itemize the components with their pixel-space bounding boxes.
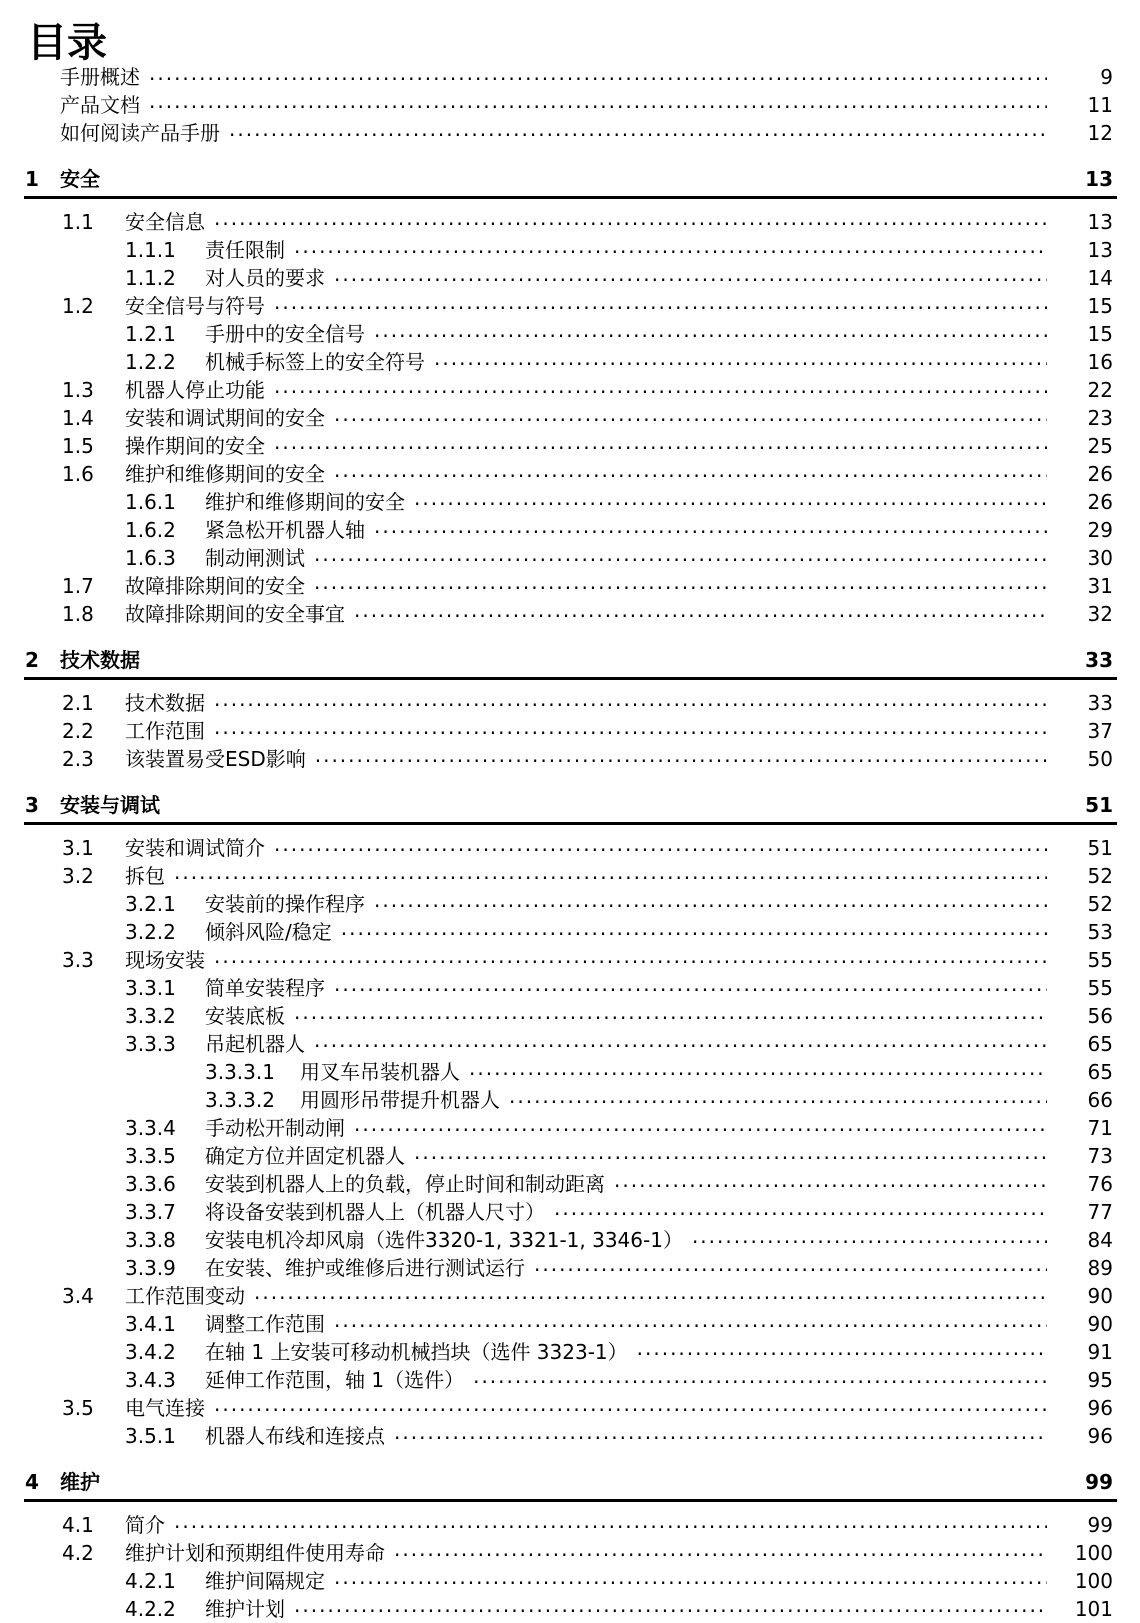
toc-entry-label: 简单安装程序 bbox=[205, 976, 325, 1000]
toc-entry-page-number: 25 bbox=[1087, 434, 1113, 458]
toc-section-item[interactable] bbox=[25, 236, 1113, 264]
toc-section-item[interactable] bbox=[25, 292, 1113, 320]
toc-entry-page-number: 100 bbox=[1074, 1569, 1113, 1593]
toc-entry-label: 故障排除期间的安全事宜 bbox=[125, 602, 345, 626]
toc-entry-page-number: 99 bbox=[1085, 1470, 1113, 1494]
dot-leader bbox=[374, 517, 1047, 537]
toc-entry-label: 安装底板 bbox=[205, 1004, 285, 1028]
toc-section-item[interactable] bbox=[25, 1086, 1113, 1114]
toc-entry-number: 3.3.9 bbox=[125, 1256, 176, 1280]
toc-section-item[interactable] bbox=[25, 974, 1113, 1002]
toc-section-item[interactable] bbox=[25, 1394, 1113, 1422]
toc-entry-page-number: 13 bbox=[1087, 210, 1113, 234]
toc-entry-number: 3.3.3.1 bbox=[205, 1060, 275, 1084]
toc-entry-page-number: 90 bbox=[1087, 1312, 1113, 1336]
toc-entry-page-number: 96 bbox=[1087, 1396, 1113, 1420]
toc-section-item[interactable] bbox=[25, 1567, 1113, 1595]
toc-entry-page-number: 77 bbox=[1087, 1200, 1113, 1224]
toc-entry-label: 维护间隔规定 bbox=[205, 1569, 325, 1593]
toc-entry-label: 手册中的安全信号 bbox=[205, 322, 365, 346]
toc-entry-page-number: 26 bbox=[1087, 490, 1113, 514]
dot-leader bbox=[334, 461, 1047, 481]
toc-section-item[interactable] bbox=[25, 1282, 1113, 1310]
toc-section-item[interactable] bbox=[25, 1170, 1113, 1198]
dot-leader bbox=[214, 947, 1047, 967]
toc-entry-label: 维护和维修期间的安全 bbox=[205, 490, 405, 514]
dot-leader bbox=[334, 405, 1047, 425]
dot-leader bbox=[354, 1115, 1047, 1135]
toc-entry-number: 3 bbox=[25, 793, 39, 817]
toc-entry-page-number: 56 bbox=[1087, 1004, 1113, 1028]
toc-entry-label: 该装置易受ESD影响 bbox=[125, 747, 306, 771]
toc-entry-number: 4.2.2 bbox=[125, 1597, 176, 1621]
dot-leader bbox=[692, 1227, 1047, 1247]
toc-entry-label: 机械手标签上的安全符号 bbox=[205, 350, 425, 374]
toc-entry-number: 1.6.2 bbox=[125, 518, 176, 542]
toc-entry-label: 用圆形吊带提升机器人 bbox=[300, 1088, 500, 1112]
toc-entry-page-number: 71 bbox=[1087, 1116, 1113, 1140]
toc-entry-page-number: 66 bbox=[1087, 1088, 1113, 1112]
toc-section-item[interactable] bbox=[25, 890, 1113, 918]
toc-section-item[interactable] bbox=[25, 918, 1113, 946]
toc-entry-page-number: 16 bbox=[1087, 350, 1113, 374]
toc-section-item[interactable] bbox=[25, 376, 1113, 404]
toc-section-item[interactable] bbox=[25, 1310, 1113, 1338]
toc-entry-label: 对人员的要求 bbox=[205, 266, 325, 290]
toc-entry-number: 1.3 bbox=[62, 378, 94, 402]
toc-section-item[interactable] bbox=[25, 1254, 1113, 1282]
dot-leader bbox=[394, 1540, 1047, 1560]
toc-entry-page-number: 100 bbox=[1074, 1541, 1113, 1565]
toc-entry-label: 操作期间的安全 bbox=[125, 434, 265, 458]
dot-leader bbox=[334, 265, 1047, 285]
toc-entry-number: 2.1 bbox=[62, 691, 94, 715]
toc-entry-label: 延伸工作范围，轴 1（选件） bbox=[205, 1368, 465, 1392]
toc-front-matter-item[interactable] bbox=[25, 91, 1113, 119]
toc-entry-label: 手册概述 bbox=[60, 65, 140, 89]
toc-section-item[interactable] bbox=[25, 1114, 1113, 1142]
toc-entry-page-number: 89 bbox=[1087, 1256, 1113, 1280]
toc-entry-page-number: 23 bbox=[1087, 406, 1113, 430]
toc-entry-number: 1.5 bbox=[62, 434, 94, 458]
toc-entry-page-number: 73 bbox=[1087, 1144, 1113, 1168]
toc-section-item[interactable] bbox=[25, 1058, 1113, 1086]
toc-entry-page-number: 50 bbox=[1087, 747, 1113, 771]
toc-entry-page-number: 51 bbox=[1085, 793, 1113, 817]
dot-leader bbox=[637, 1339, 1047, 1359]
dot-leader bbox=[214, 209, 1047, 229]
dot-leader bbox=[614, 1171, 1047, 1191]
toc-section-item[interactable] bbox=[25, 1511, 1113, 1539]
toc-chapter-heading[interactable] bbox=[25, 646, 1113, 674]
toc-entry-page-number: 55 bbox=[1087, 948, 1113, 972]
toc-entry-page-number: 14 bbox=[1087, 266, 1113, 290]
toc-entry-label: 拆包 bbox=[125, 864, 165, 888]
toc-entry-number: 1.2.2 bbox=[125, 350, 176, 374]
toc-entry-page-number: 9 bbox=[1100, 65, 1113, 89]
page-title: 目录 bbox=[27, 20, 107, 66]
toc-section-item[interactable] bbox=[25, 1338, 1113, 1366]
toc-front-matter-item[interactable] bbox=[25, 63, 1113, 91]
toc-entry-label: 机器人布线和连接点 bbox=[205, 1424, 385, 1448]
toc-entry-number: 3.3.1 bbox=[125, 976, 176, 1000]
toc-entry-number: 1.7 bbox=[62, 574, 94, 598]
toc-entry-page-number: 33 bbox=[1087, 691, 1113, 715]
toc-entry-label: 技术数据 bbox=[60, 648, 140, 672]
toc-section-item[interactable] bbox=[25, 1198, 1113, 1226]
toc-entry-number: 1.6.3 bbox=[125, 546, 176, 570]
toc-entry-number: 3.4.1 bbox=[125, 1312, 176, 1336]
dot-leader bbox=[315, 746, 1047, 766]
toc-entry-page-number: 96 bbox=[1087, 1424, 1113, 1448]
toc-entry-page-number: 32 bbox=[1087, 602, 1113, 626]
chapter-divider-rule bbox=[24, 196, 1117, 199]
toc-section-item[interactable] bbox=[25, 404, 1113, 432]
toc-entry-label: 维护 bbox=[60, 1470, 100, 1494]
toc-entry-page-number: 65 bbox=[1087, 1032, 1113, 1056]
toc-section-item[interactable] bbox=[25, 208, 1113, 236]
toc-entry-number: 1.2 bbox=[62, 294, 94, 318]
toc-section-item[interactable] bbox=[25, 1539, 1113, 1567]
toc-entry-label: 机器人停止功能 bbox=[125, 378, 265, 402]
chapters-group bbox=[0, 165, 1140, 1623]
dot-leader bbox=[294, 237, 1047, 257]
toc-section-item[interactable] bbox=[25, 516, 1113, 544]
toc-section-item[interactable] bbox=[25, 1595, 1113, 1623]
toc-entry-number: 4.1 bbox=[62, 1513, 94, 1537]
toc-section-item[interactable] bbox=[25, 1142, 1113, 1170]
toc-entry-number: 3.3.3.2 bbox=[205, 1088, 275, 1112]
dot-leader bbox=[334, 975, 1047, 995]
toc-entry-number: 3.5.1 bbox=[125, 1424, 176, 1448]
toc-entry-page-number: 84 bbox=[1087, 1228, 1113, 1252]
toc-entry-number: 3.3.7 bbox=[125, 1200, 176, 1224]
toc-front-matter-item[interactable] bbox=[25, 119, 1113, 147]
dot-leader bbox=[314, 573, 1047, 593]
toc-chapter-heading[interactable] bbox=[25, 165, 1113, 193]
toc-section-item[interactable] bbox=[25, 320, 1113, 348]
dot-leader bbox=[354, 601, 1047, 621]
chapter-divider-rule bbox=[24, 1499, 1117, 1502]
toc-entry-label: 在安装、维护或维修后进行测试运行 bbox=[205, 1256, 525, 1280]
toc-section-item[interactable] bbox=[25, 600, 1113, 628]
chapter-divider-rule bbox=[24, 677, 1117, 680]
toc-section-item[interactable] bbox=[25, 432, 1113, 460]
toc-entry-page-number: 33 bbox=[1085, 648, 1113, 672]
dot-leader bbox=[314, 1031, 1047, 1051]
toc-entry-label: 确定方位并固定机器人 bbox=[205, 1144, 405, 1168]
toc-entry-number: 2.3 bbox=[62, 747, 94, 771]
toc-entry-number: 3.3 bbox=[62, 948, 94, 972]
dot-leader bbox=[254, 1283, 1047, 1303]
dot-leader bbox=[374, 891, 1047, 911]
dot-leader bbox=[434, 349, 1047, 369]
dot-leader bbox=[534, 1255, 1047, 1275]
toc-entry-label: 工作范围 bbox=[125, 719, 205, 743]
toc-entry-label: 工作范围变动 bbox=[125, 1284, 245, 1308]
toc-entry-label: 电气连接 bbox=[125, 1396, 205, 1420]
toc-entry-page-number: 29 bbox=[1087, 518, 1113, 542]
toc-entry-page-number: 101 bbox=[1074, 1597, 1113, 1621]
toc-entry-label: 责任限制 bbox=[205, 238, 285, 262]
toc-entry-page-number: 65 bbox=[1087, 1060, 1113, 1084]
dot-leader bbox=[374, 321, 1047, 341]
toc-entry-label: 故障排除期间的安全 bbox=[125, 574, 305, 598]
toc-section-item[interactable] bbox=[25, 946, 1113, 974]
toc-entry-number: 3.5 bbox=[62, 1396, 94, 1420]
dot-leader bbox=[554, 1199, 1047, 1219]
toc-entry-label: 安装到机器人上的负载，停止时间和制动距离 bbox=[205, 1172, 605, 1196]
dot-leader bbox=[149, 64, 1047, 84]
dot-leader bbox=[294, 1596, 1047, 1616]
toc-entry-page-number: 22 bbox=[1087, 378, 1113, 402]
toc-entry-page-number: 12 bbox=[1087, 121, 1113, 145]
toc-entry-number: 3.4.2 bbox=[125, 1340, 176, 1364]
toc-entry-label: 安装前的操作程序 bbox=[205, 892, 365, 916]
toc-entry-page-number: 13 bbox=[1087, 238, 1113, 262]
toc-entry-label: 安装与调试 bbox=[60, 793, 160, 817]
toc-entry-number: 1.6 bbox=[62, 462, 94, 486]
toc-section-item[interactable] bbox=[25, 1002, 1113, 1030]
dot-leader bbox=[469, 1059, 1047, 1079]
toc-entry-number: 3.2.2 bbox=[125, 920, 176, 944]
toc-entry-page-number: 52 bbox=[1087, 864, 1113, 888]
toc-section-item[interactable] bbox=[25, 572, 1113, 600]
toc-entry-label: 紧急松开机器人轴 bbox=[205, 518, 365, 542]
toc-section-item[interactable] bbox=[25, 717, 1113, 745]
toc-entry-page-number: 30 bbox=[1087, 546, 1113, 570]
toc-entry-number: 1.2.1 bbox=[125, 322, 176, 346]
toc-entry-page-number: 76 bbox=[1087, 1172, 1113, 1196]
dot-leader bbox=[174, 863, 1047, 883]
dot-leader bbox=[214, 690, 1047, 710]
toc-section-item[interactable] bbox=[25, 1226, 1113, 1254]
dot-leader bbox=[174, 1512, 1047, 1532]
toc-section-item[interactable] bbox=[25, 348, 1113, 376]
dot-leader bbox=[473, 1367, 1047, 1387]
toc-entry-page-number: 95 bbox=[1087, 1368, 1113, 1392]
toc-entry-label: 将设备安装到机器人上（机器人尺寸） bbox=[205, 1200, 545, 1224]
toc-section-item[interactable] bbox=[25, 1366, 1113, 1394]
toc-chapter-heading[interactable] bbox=[25, 791, 1113, 819]
toc-entry-label: 维护和维修期间的安全 bbox=[125, 462, 325, 486]
toc-entry-page-number: 15 bbox=[1087, 294, 1113, 318]
toc-entry-label: 维护计划和预期组件使用寿命 bbox=[125, 1541, 385, 1565]
toc-section-item[interactable] bbox=[25, 689, 1113, 717]
toc-section-item[interactable] bbox=[25, 834, 1113, 862]
toc-entry-page-number: 99 bbox=[1087, 1513, 1113, 1537]
front-matter-group bbox=[0, 63, 1140, 147]
toc-entry-page-number: 91 bbox=[1087, 1340, 1113, 1364]
toc-entry-number: 1.1.1 bbox=[125, 238, 176, 262]
toc-entry-number: 3.3.5 bbox=[125, 1144, 176, 1168]
toc-section-item[interactable] bbox=[25, 745, 1113, 773]
toc-entry-number: 4 bbox=[25, 1470, 39, 1494]
toc-entry-label: 安全信息 bbox=[125, 210, 205, 234]
toc-entry-page-number: 55 bbox=[1087, 976, 1113, 1000]
toc-entry-label: 调整工作范围 bbox=[205, 1312, 325, 1336]
toc-entry-label: 安装和调试简介 bbox=[125, 836, 265, 860]
toc-entry-label: 在轴 1 上安装可移动机械挡块（选件 3323-1） bbox=[205, 1340, 628, 1364]
toc-entry-number: 3.3.4 bbox=[125, 1116, 176, 1140]
dot-leader bbox=[274, 377, 1047, 397]
toc-section-item[interactable] bbox=[25, 488, 1113, 516]
toc-entry-label: 用叉车吊装机器人 bbox=[300, 1060, 460, 1084]
toc-entry-label: 安装电机冷却风扇（选件3320-1, 3321-1, 3346-1） bbox=[205, 1228, 683, 1252]
dot-leader bbox=[214, 1395, 1047, 1415]
toc-entry-number: 3.4 bbox=[62, 1284, 94, 1308]
toc-entry-page-number: 26 bbox=[1087, 462, 1113, 486]
toc-entry-number: 4.2 bbox=[62, 1541, 94, 1565]
toc-entry-number: 3.3.3 bbox=[125, 1032, 176, 1056]
toc-entry-number: 3.3.2 bbox=[125, 1004, 176, 1028]
toc-entry-label: 安全 bbox=[60, 167, 100, 191]
dot-leader bbox=[334, 1311, 1047, 1331]
toc-entry-page-number: 37 bbox=[1087, 719, 1113, 743]
dot-leader bbox=[341, 919, 1047, 939]
dot-leader bbox=[509, 1087, 1047, 1107]
toc-entry-number: 1 bbox=[25, 167, 39, 191]
chapter-divider-rule bbox=[24, 822, 1117, 825]
toc-entry-number: 3.3.6 bbox=[125, 1172, 176, 1196]
toc-entry-page-number: 15 bbox=[1087, 322, 1113, 346]
toc-section-item[interactable] bbox=[25, 1422, 1113, 1450]
toc-entry-number: 3.1 bbox=[62, 836, 94, 860]
dot-leader bbox=[414, 489, 1047, 509]
toc-entry-label: 吊起机器人 bbox=[205, 1032, 305, 1056]
toc-entry-number: 1.1.2 bbox=[125, 266, 176, 290]
toc-entry-number: 1.4 bbox=[62, 406, 94, 430]
toc-entry-page-number: 90 bbox=[1087, 1284, 1113, 1308]
toc-entry-number: 2 bbox=[25, 648, 39, 672]
toc-entry-number: 3.3.8 bbox=[125, 1228, 176, 1252]
toc-entry-label: 手动松开制动闸 bbox=[205, 1116, 345, 1140]
toc-entry-label: 倾斜风险/稳定 bbox=[205, 920, 332, 944]
toc-entry-number: 3.4.3 bbox=[125, 1368, 176, 1392]
toc-section-item[interactable] bbox=[25, 1030, 1113, 1058]
toc-entry-number: 3.2.1 bbox=[125, 892, 176, 916]
table-of-contents bbox=[0, 63, 1140, 1623]
dot-leader bbox=[274, 293, 1047, 313]
toc-section-item[interactable] bbox=[25, 862, 1113, 890]
toc-entry-label: 制动闸测试 bbox=[205, 546, 305, 570]
toc-entry-number: 1.1 bbox=[62, 210, 94, 234]
dot-leader bbox=[394, 1423, 1047, 1443]
toc-entry-label: 安全信号与符号 bbox=[125, 294, 265, 318]
toc-entry-page-number: 11 bbox=[1087, 93, 1113, 117]
toc-entry-page-number: 13 bbox=[1085, 167, 1113, 191]
toc-entry-page-number: 53 bbox=[1087, 920, 1113, 944]
toc-entry-label: 如何阅读产品手册 bbox=[60, 121, 220, 145]
dot-leader bbox=[314, 545, 1047, 565]
toc-entry-label: 维护计划 bbox=[205, 1597, 285, 1621]
dot-leader bbox=[414, 1143, 1047, 1163]
dot-leader bbox=[214, 718, 1047, 738]
toc-entry-number: 3.2 bbox=[62, 864, 94, 888]
dot-leader bbox=[149, 92, 1047, 112]
toc-entry-label: 技术数据 bbox=[125, 691, 205, 715]
toc-section-item[interactable] bbox=[25, 264, 1113, 292]
toc-chapter-heading[interactable] bbox=[25, 1468, 1113, 1496]
toc-entry-page-number: 51 bbox=[1087, 836, 1113, 860]
toc-entry-label: 安装和调试期间的安全 bbox=[125, 406, 325, 430]
toc-entry-label: 产品文档 bbox=[60, 93, 140, 117]
dot-leader bbox=[274, 835, 1047, 855]
toc-section-item[interactable] bbox=[25, 544, 1113, 572]
toc-section-item[interactable] bbox=[25, 460, 1113, 488]
toc-entry-page-number: 52 bbox=[1087, 892, 1113, 916]
dot-leader bbox=[274, 433, 1047, 453]
dot-leader bbox=[229, 120, 1047, 140]
toc-entry-page-number: 31 bbox=[1087, 574, 1113, 598]
toc-entry-number: 1.6.1 bbox=[125, 490, 176, 514]
toc-entry-label: 简介 bbox=[125, 1513, 165, 1537]
dot-leader bbox=[334, 1568, 1047, 1588]
toc-entry-label: 现场安装 bbox=[125, 948, 205, 972]
toc-entry-number: 2.2 bbox=[62, 719, 94, 743]
dot-leader bbox=[294, 1003, 1047, 1023]
toc-entry-number: 4.2.1 bbox=[125, 1569, 176, 1593]
toc-entry-number: 1.8 bbox=[62, 602, 94, 626]
